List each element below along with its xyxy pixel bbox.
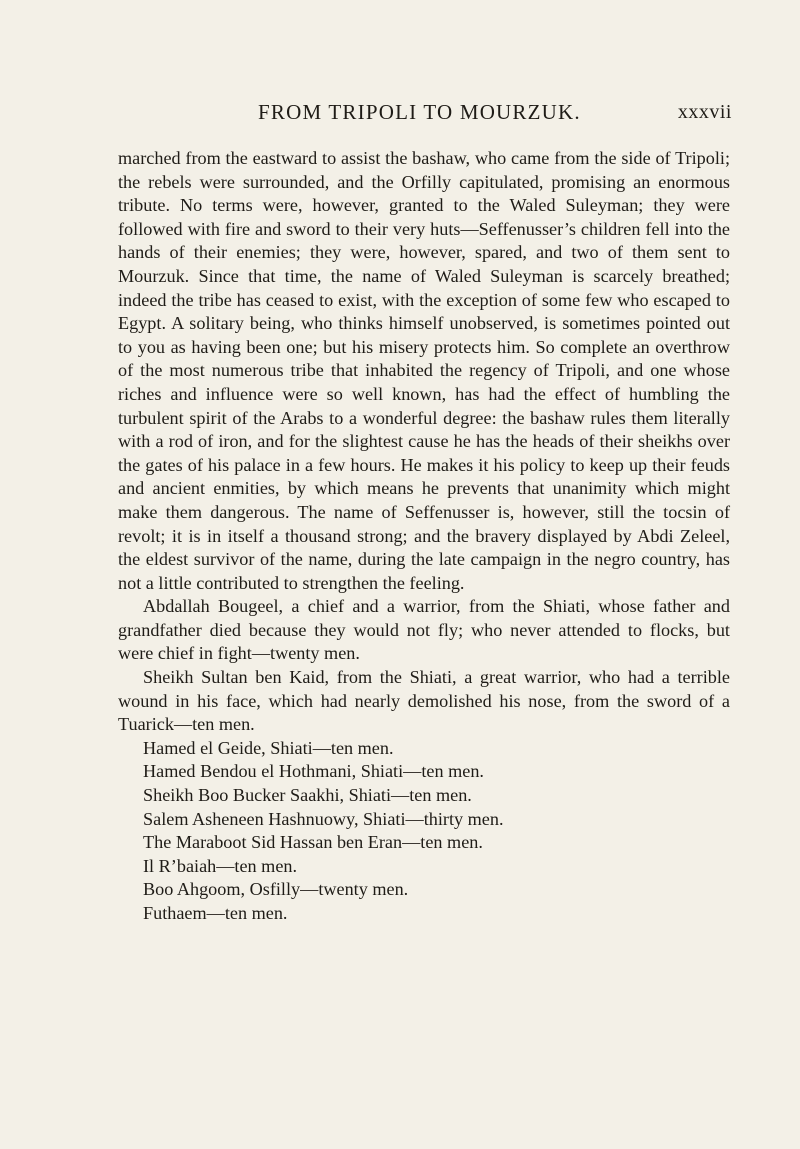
entry-sheikh-sultan-ben-kaid: Sheikh Sultan ben Kaid, from the Shiati, a great warrior, who had a terrible wound in his face, which had nearly demolished his nose, from the sword of a Tuarick—ten men. (118, 667, 730, 735)
entry-maraboot-sid-hassan: The Maraboot Sid Hassan ben Eran—ten men. (143, 832, 483, 853)
entry-abdallah-bougeel: Abdallah Bougeel, a chief and a warrior, from the Shiati, whose father and grandfather died because they would not fly; who never attended to flocks, but were chief in fight—twenty men. (118, 596, 730, 664)
paragraph-continuation: marched from the eastward to assist the bashaw, who came from the side of Tripoli; the rebels were surrounded, and the Orfilly capitulated, promising an enormous tribute. No terms were, however, granted to the Waled Suleyman; they were followed with fire and sword to their very huts—Seffenusser’s children fell into the hands of their enemies; they were, however, spared, and two of them sent to Mourzuk. Since that time, the name of Waled Suleyman is scarcely breathed; indeed the tribe has ceased to exist, with the exception of some few who escaped to Egypt. A solitary being, who thinks himself unobserved, is sometimes pointed out to you as having been one; but his misery protects him. So complete an overthrow of the most numerous tribe that inhabited the regency of Tripoli, and one whose riches and influence were so well known, has had the effect of humbling the turbulent spirit of the Arabs to a wonderful degree: the bashaw rules them literally with a rod of iron, and for the slightest cause he has the heads of their sheikhs over the gates of his palace in a few hours. He makes it his policy to keep up their feuds and ancient enmities, by which means he prevents that unanimity which might make them dangerous. The name of Seffenusser is, however, still the tocsin of revolt; it is in itself a thousand strong; and the bravery displayed by Abdi Zeleel, the eldest survivor of the name, during the late campaign in the negro country, has not a little contributed to strengthen the feeling. (118, 148, 730, 593)
entry-il-rbaiah: Il R’baiah—ten men. (143, 855, 298, 876)
entry-salem-asheneen: Salem Asheneen Hashnuowy, Shiati—thirty men. (143, 808, 504, 829)
entry-boo-ahgoom: Boo Ahgoom, Osfilly—twenty men. (143, 879, 409, 900)
body-text (118, 147, 730, 926)
page-number: xxxvii (677, 101, 732, 123)
entry-futhaem: Futhaem—ten men. (143, 903, 288, 923)
entry-hamed-bendou: Hamed Bendou el Hothmani, Shiati—ten men. (143, 761, 484, 782)
entry-boo-bucker-saakhi: Sheikh Boo Bucker Saakhi, Shiati—ten men. (143, 785, 472, 806)
entry-hamed-el-geide: Hamed el Geide, Shiati—ten men. (143, 737, 394, 758)
running-title: FROM TRIPOLI TO MOURZUK. (258, 100, 581, 124)
running-head (112, 100, 732, 128)
